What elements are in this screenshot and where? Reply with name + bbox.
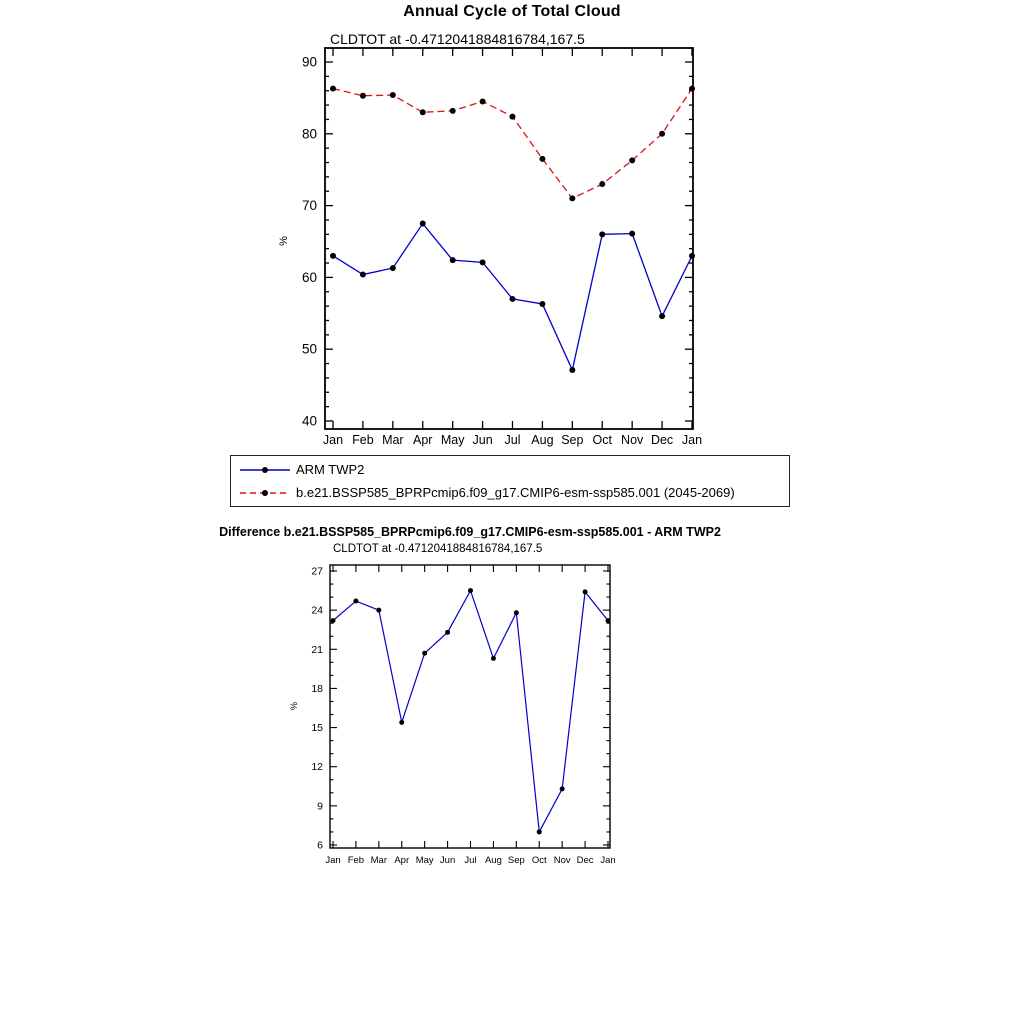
x-tick-label: Jan bbox=[322, 433, 344, 447]
series-line-0 bbox=[333, 591, 608, 832]
data-point-marker bbox=[569, 367, 575, 373]
data-point-marker bbox=[390, 265, 396, 271]
y-tick-label: 40 bbox=[301, 413, 317, 429]
legend-marker-dot bbox=[262, 467, 268, 473]
data-point-marker bbox=[353, 599, 358, 604]
x-tick-label: Mar bbox=[370, 855, 388, 866]
x-tick-label: Sep bbox=[507, 855, 525, 866]
legend-label-arm-twp2: ARM TWP2 bbox=[296, 462, 365, 477]
data-point-marker bbox=[583, 589, 588, 594]
x-tick-label: Jan bbox=[325, 855, 341, 866]
data-point-marker bbox=[539, 156, 545, 162]
data-point-marker bbox=[689, 86, 695, 92]
data-point-marker bbox=[330, 253, 336, 259]
y-axis-label: % bbox=[289, 701, 299, 711]
data-point-marker bbox=[390, 92, 396, 98]
y-tick-label: 12 bbox=[311, 761, 323, 774]
x-tick-label: Oct bbox=[531, 855, 547, 866]
y-tick-label: 18 bbox=[311, 682, 323, 695]
legend-sample-dashed-line bbox=[236, 482, 294, 504]
data-point-marker bbox=[629, 157, 635, 163]
data-point-marker bbox=[491, 656, 496, 661]
legend bbox=[230, 455, 790, 507]
x-tick-label: Jan bbox=[681, 433, 703, 447]
x-tick-label: Apr bbox=[413, 433, 433, 447]
legend-item-model bbox=[231, 481, 789, 504]
y-tick-label: 80 bbox=[301, 126, 317, 142]
x-tick-label: Nov bbox=[553, 855, 571, 866]
data-point-marker bbox=[480, 98, 486, 104]
series-line-1 bbox=[333, 89, 692, 199]
data-point-marker bbox=[450, 257, 456, 263]
data-point-marker bbox=[510, 296, 516, 302]
data-point-marker bbox=[537, 829, 542, 834]
data-point-marker bbox=[422, 651, 427, 656]
data-point-marker bbox=[569, 195, 575, 201]
data-point-marker bbox=[599, 231, 605, 237]
x-tick-label: May bbox=[415, 855, 434, 866]
data-point-marker bbox=[420, 221, 426, 227]
y-tick-label: 6 bbox=[317, 839, 323, 852]
chart1-subtitle: CLDTOT at -0.4712041884816784,167.5 bbox=[330, 31, 585, 47]
legend-item-arm-twp2 bbox=[231, 458, 789, 481]
x-tick-label: Aug bbox=[484, 855, 502, 866]
y-axis-label: % bbox=[278, 236, 290, 246]
x-tick-label: Apr bbox=[394, 855, 410, 866]
data-point-marker bbox=[445, 630, 450, 635]
chart1-title: Annual Cycle of Total Cloud bbox=[403, 3, 621, 20]
y-tick-label: 24 bbox=[311, 604, 323, 617]
x-tick-label: Sep bbox=[561, 433, 584, 447]
data-point-marker bbox=[659, 313, 665, 319]
x-tick-label: Aug bbox=[531, 433, 554, 447]
annual-cycle-chart bbox=[270, 38, 750, 453]
difference-chart bbox=[285, 558, 635, 873]
data-point-marker bbox=[689, 253, 695, 259]
y-tick-label: 90 bbox=[301, 54, 317, 70]
data-point-marker bbox=[659, 131, 665, 137]
y-tick-label: 70 bbox=[301, 198, 317, 214]
x-tick-label: Feb bbox=[352, 433, 374, 447]
data-point-marker bbox=[360, 93, 366, 99]
y-tick-label: 50 bbox=[301, 341, 317, 357]
x-tick-label: Jul bbox=[464, 855, 477, 866]
x-tick-label: Dec bbox=[576, 855, 594, 866]
data-point-marker bbox=[514, 610, 519, 615]
y-tick-label: 9 bbox=[317, 800, 323, 813]
x-tick-label: Jun bbox=[439, 855, 456, 866]
data-point-marker bbox=[376, 608, 381, 613]
legend-label-model: b.e21.BSSP585_BPRPcmip6.f09_g17.CMIP6-esm-ssp585.001 (2045-2069) bbox=[296, 485, 735, 500]
x-tick-label: Jul bbox=[504, 433, 521, 447]
y-tick-label: 60 bbox=[301, 269, 317, 285]
x-tick-label: Feb bbox=[347, 855, 365, 866]
data-point-marker bbox=[599, 181, 605, 187]
plot-frame bbox=[325, 48, 693, 429]
x-tick-label: Mar bbox=[382, 433, 404, 447]
x-tick-label: Dec bbox=[650, 433, 674, 447]
y-tick-label: 21 bbox=[311, 643, 323, 656]
data-point-marker bbox=[450, 108, 456, 114]
x-tick-label: May bbox=[440, 433, 465, 447]
legend-sample-solid-line bbox=[236, 459, 294, 481]
legend-marker-dot bbox=[262, 490, 268, 496]
data-point-marker bbox=[420, 109, 426, 115]
data-point-marker bbox=[330, 86, 336, 92]
data-point-marker bbox=[539, 301, 545, 307]
x-tick-label: Oct bbox=[592, 433, 612, 447]
data-point-marker bbox=[480, 259, 486, 265]
chart2-title: Difference b.e21.BSSP585_BPRPcmip6.f09_g17.CMIP6-esm-ssp585.001 - ARM TWP2 bbox=[219, 525, 721, 539]
y-tick-label: 27 bbox=[311, 565, 323, 578]
x-tick-label: Jun bbox=[472, 433, 493, 447]
data-point-marker bbox=[399, 720, 404, 725]
y-tick-label: 15 bbox=[311, 722, 323, 735]
data-point-marker bbox=[510, 114, 516, 120]
x-tick-label: Jan bbox=[600, 855, 616, 866]
chart2-subtitle: CLDTOT at -0.4712041884816784,167.5 bbox=[333, 543, 543, 555]
x-tick-label: Nov bbox=[621, 433, 644, 447]
data-point-marker bbox=[629, 231, 635, 237]
data-point-marker bbox=[360, 272, 366, 278]
data-point-marker bbox=[331, 618, 336, 623]
data-point-marker bbox=[606, 618, 611, 623]
data-point-marker bbox=[560, 786, 565, 791]
data-point-marker bbox=[468, 588, 473, 593]
